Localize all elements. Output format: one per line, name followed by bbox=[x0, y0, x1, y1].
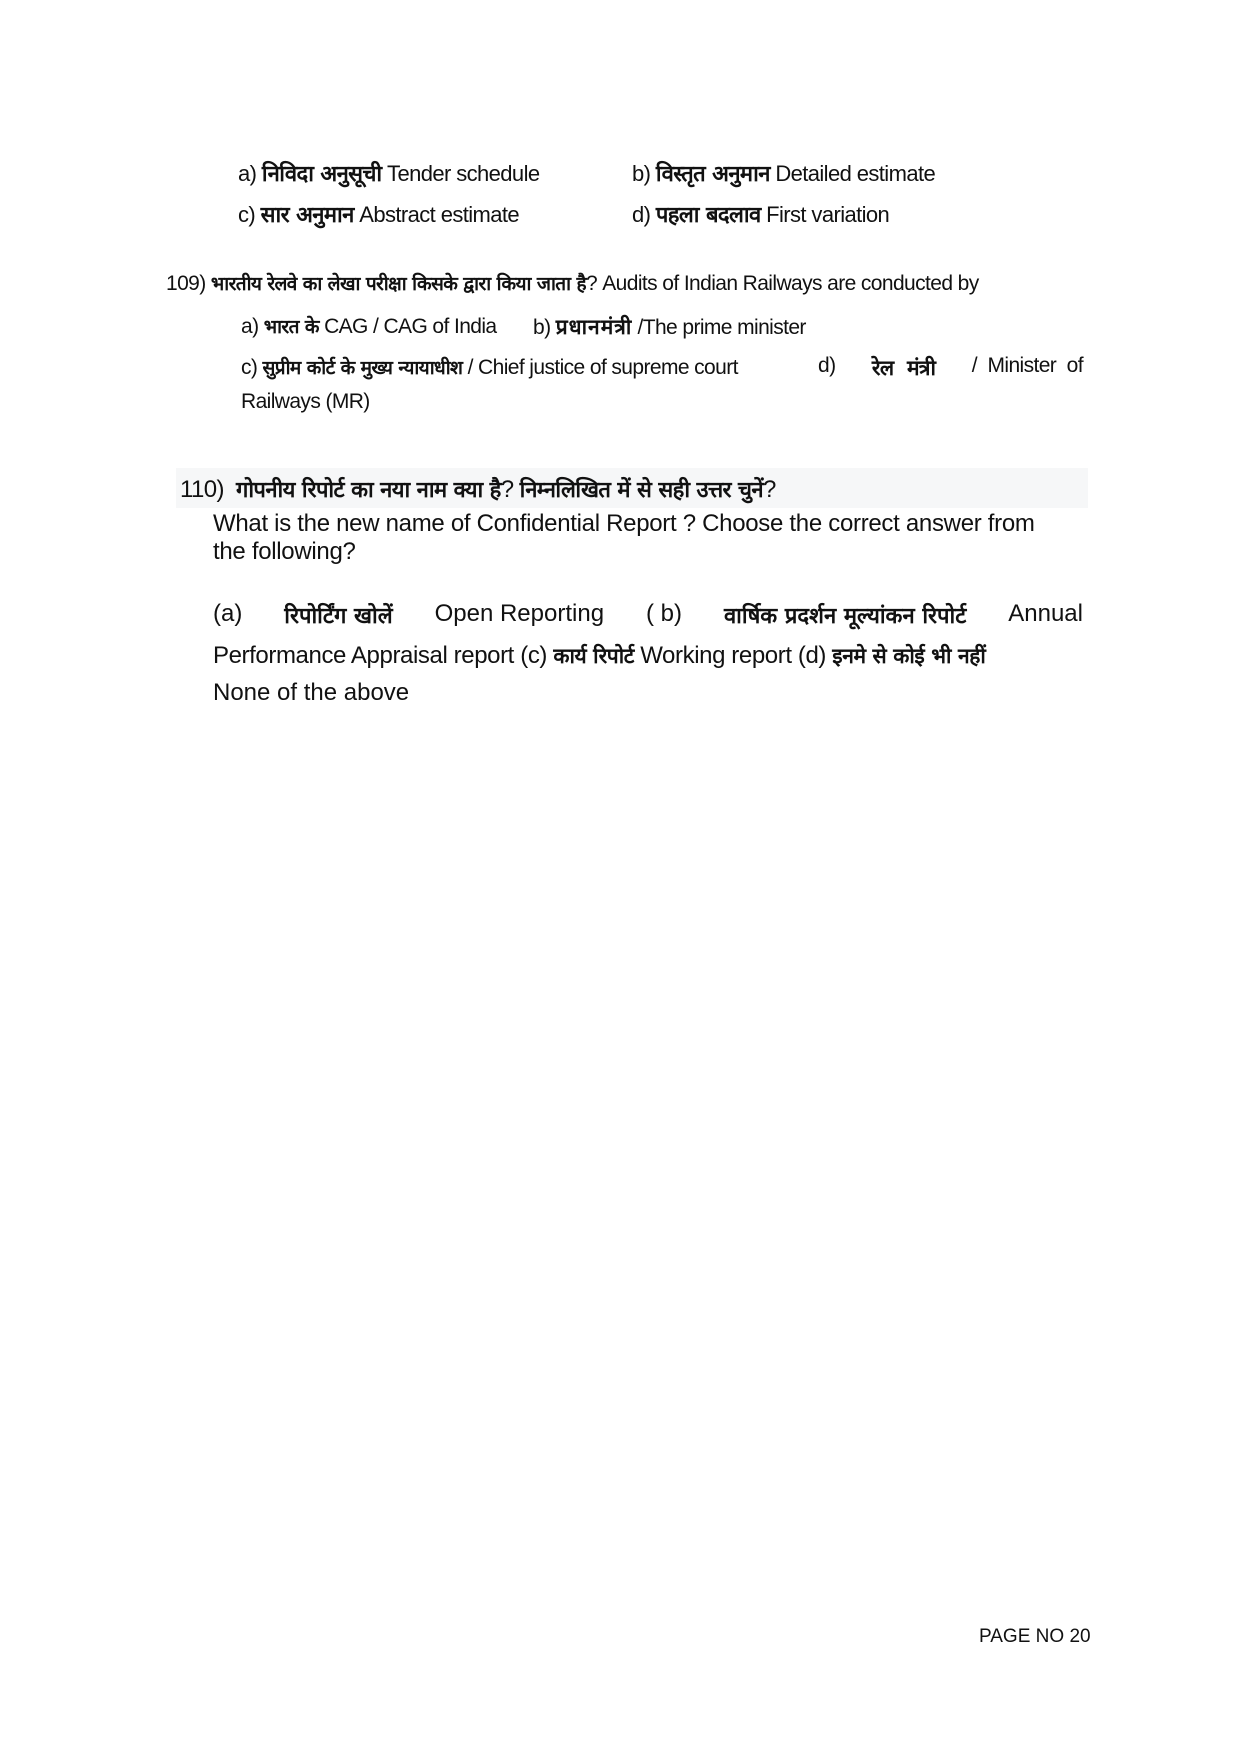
option-a-english: Open Reporting bbox=[434, 600, 605, 627]
option-hindi: भारत के bbox=[263, 316, 319, 338]
question-110-options-line1 bbox=[213, 600, 1083, 630]
option-english: / Chief justice of supreme court bbox=[462, 356, 738, 379]
option-english: Abstract estimate bbox=[359, 202, 520, 227]
option-b-hindi: वार्षिक प्रदर्शन मूल्यांकन रिपोर्ट bbox=[723, 604, 967, 629]
option-english: / Minister of bbox=[971, 354, 1083, 377]
option-hindi: निविदा अनुसूची bbox=[261, 162, 382, 187]
question-110-english-line2: the following? bbox=[213, 538, 356, 565]
option-d bbox=[632, 199, 889, 229]
option-hindi: सार अनुमान bbox=[260, 203, 354, 228]
question-110-hindi bbox=[180, 474, 776, 504]
question-109-text bbox=[166, 270, 979, 296]
question-110-options-line3 bbox=[213, 679, 409, 707]
page-number: PAGE NO 20 bbox=[979, 1626, 1091, 1647]
option-a-hindi: रिपोर्टिंग खोलें bbox=[284, 604, 393, 629]
option-b-english: Annual bbox=[1008, 600, 1083, 627]
question-110-english-line1: What is the new name of Confidential Report ? Choose the correct answer from bbox=[213, 510, 1035, 537]
option-letter: a) bbox=[241, 315, 259, 338]
option-a bbox=[238, 158, 540, 188]
option-c-hindi: कार्य रिपोर्ट bbox=[553, 644, 634, 668]
option-c bbox=[238, 199, 519, 229]
option-english: /The prime minister bbox=[632, 316, 806, 339]
option-d-continuation bbox=[241, 390, 370, 414]
question-number: 110) bbox=[180, 476, 224, 503]
option-english: Detailed estimate bbox=[775, 161, 936, 186]
question-english: ? Audits of Indian Railways are conducted by bbox=[585, 272, 979, 295]
option-letter: a) bbox=[238, 161, 257, 186]
option-b-letter: ( b) bbox=[646, 600, 682, 627]
question-mark: ? bbox=[763, 476, 776, 503]
question-hindi: भारतीय रेलवे का लेखा परीक्षा किसके द्वारा किया जाता है bbox=[210, 273, 586, 295]
question-hindi-2: निम्नलिखित में से सही उत्तर चुनें bbox=[519, 478, 763, 503]
option-a-letter: (a) bbox=[213, 600, 243, 627]
option-letter: c) bbox=[241, 356, 258, 379]
option-letter: b) bbox=[632, 161, 651, 186]
option-a bbox=[241, 313, 497, 339]
option-letter: c) bbox=[238, 202, 256, 227]
option-hindi: प्रधानमंत्री bbox=[555, 315, 633, 339]
option-hindi: रेल मंत्री bbox=[871, 356, 936, 380]
option-letter: b) bbox=[533, 316, 551, 339]
option-c-letter: (c) bbox=[520, 642, 548, 669]
question-number: 109) bbox=[166, 272, 206, 295]
option-english: Tender schedule bbox=[387, 161, 540, 186]
option-hindi: सुप्रीम कोर्ट के मुख्य न्यायाधीश bbox=[262, 357, 463, 379]
option-hindi: विस्तृत अनुमान bbox=[655, 162, 770, 187]
option-d-english: None of the above bbox=[213, 679, 410, 706]
option-c bbox=[241, 354, 738, 380]
option-b bbox=[533, 313, 806, 341]
option-english: First variation bbox=[766, 202, 890, 227]
option-hindi: पहला बदलाव bbox=[655, 203, 761, 228]
option-c-english: Working report bbox=[640, 642, 792, 669]
option-letter: d) bbox=[818, 354, 836, 377]
option-b bbox=[632, 158, 935, 188]
question-hindi: गोपनीय रिपोर्ट का नया नाम क्या है bbox=[235, 478, 501, 503]
option-d-letter: (d) bbox=[797, 642, 827, 669]
option-d-hindi: इनमे से कोई भी नहीं bbox=[832, 644, 986, 668]
question-mark: ? bbox=[500, 476, 514, 503]
option-letter: d) bbox=[632, 202, 651, 227]
question-110-options-line2 bbox=[213, 642, 985, 670]
option-d bbox=[818, 354, 1083, 382]
option-english: CAG / CAG of India bbox=[324, 315, 497, 338]
option-b-english-cont: Performance Appraisal report bbox=[213, 642, 514, 669]
option-english-cont: Railways (MR) bbox=[241, 390, 370, 413]
